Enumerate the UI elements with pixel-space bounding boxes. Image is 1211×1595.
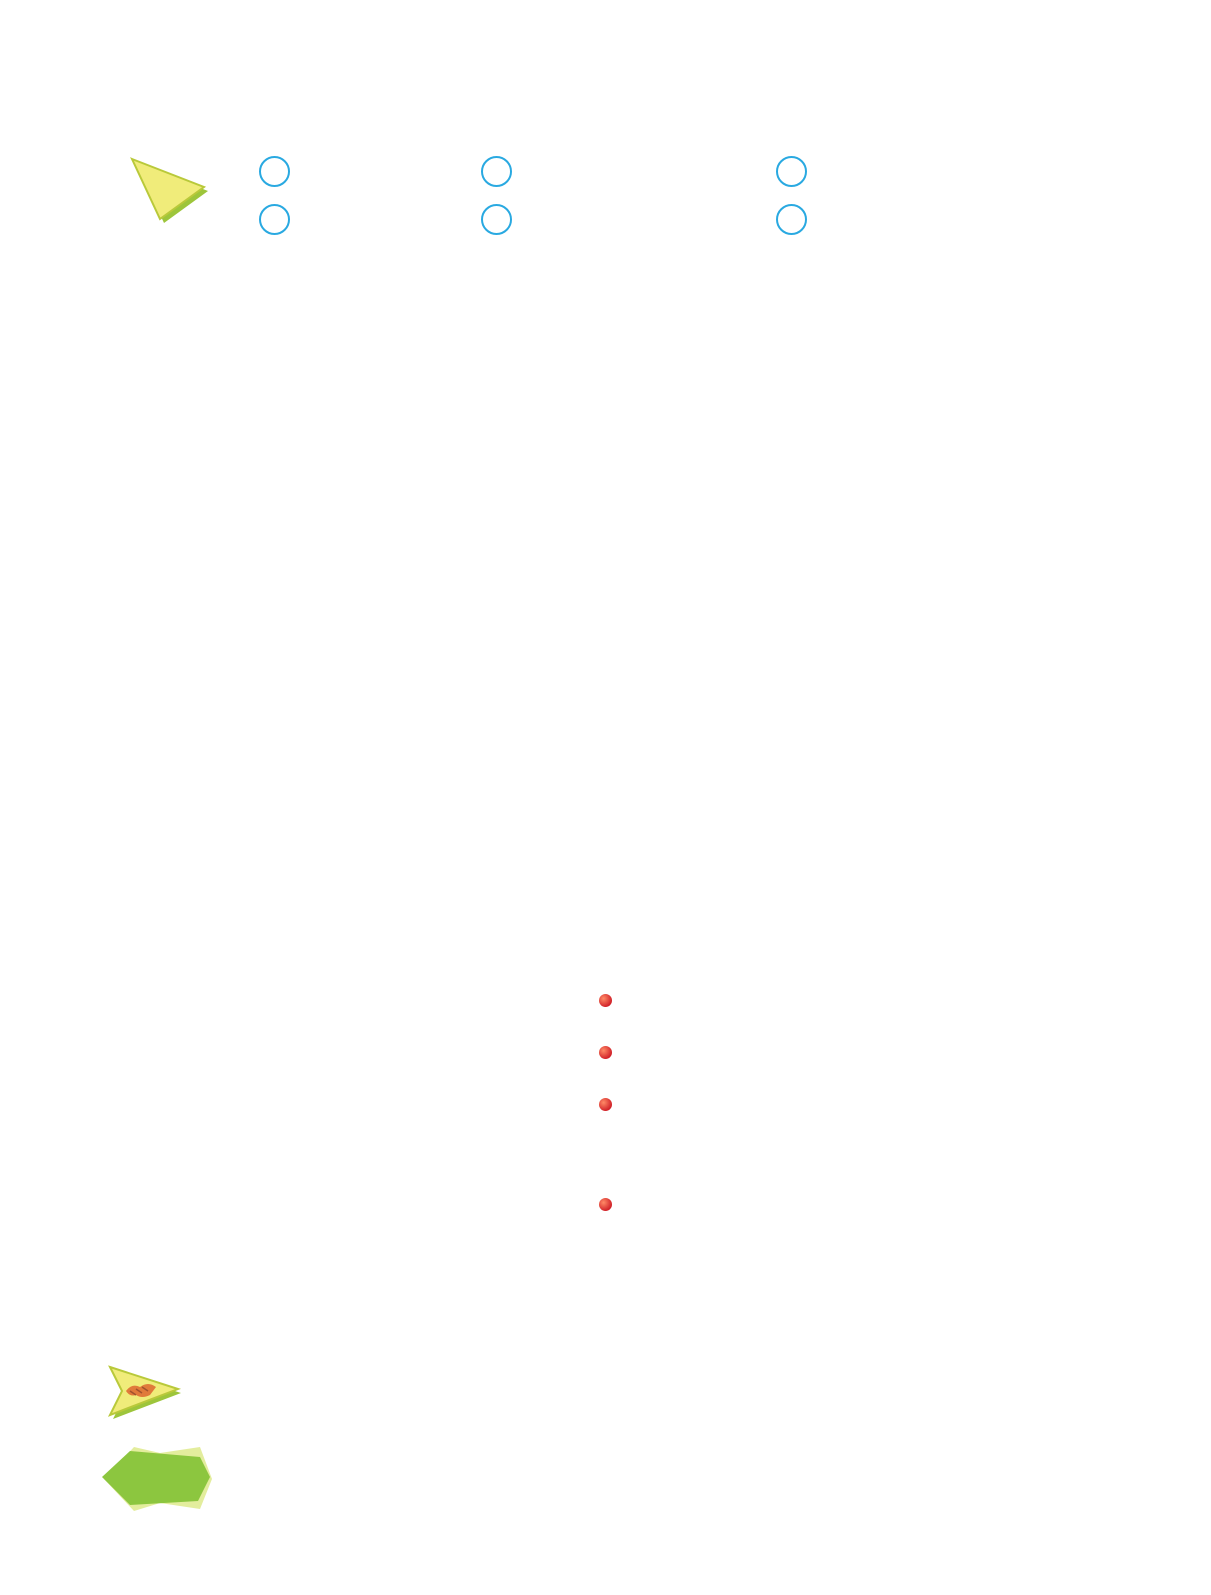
star-row-bottom (0, 117, 1211, 147)
books-bar-chart (150, 975, 560, 1305)
answer-circle[interactable] (776, 156, 807, 187)
compare-2-2 (480, 204, 513, 237)
compare-2-1 (258, 204, 291, 237)
bullet-icon (599, 1098, 612, 1111)
answer-circle[interactable] (776, 204, 807, 235)
star-row-top (0, 77, 1211, 107)
handshake-icon (104, 1365, 184, 1421)
compare-2-3 (775, 204, 808, 237)
star-cluster-bottom-left (0, 1440, 100, 1510)
compare-1-3 (775, 156, 808, 189)
compare-1-1 (258, 156, 291, 189)
answer-circle[interactable] (481, 204, 512, 235)
bullet-icon (599, 1046, 612, 1059)
answer-circle[interactable] (259, 156, 290, 187)
compare-signs-icon (128, 155, 212, 225)
bullet-icon (599, 1198, 612, 1211)
bullet-icon (599, 994, 612, 1007)
answer-circle[interactable] (481, 156, 512, 187)
page-number-badge (100, 1443, 216, 1515)
answer-circle[interactable] (259, 204, 290, 235)
task-6-line2 (200, 1376, 264, 1409)
compare-1-2 (480, 156, 513, 189)
